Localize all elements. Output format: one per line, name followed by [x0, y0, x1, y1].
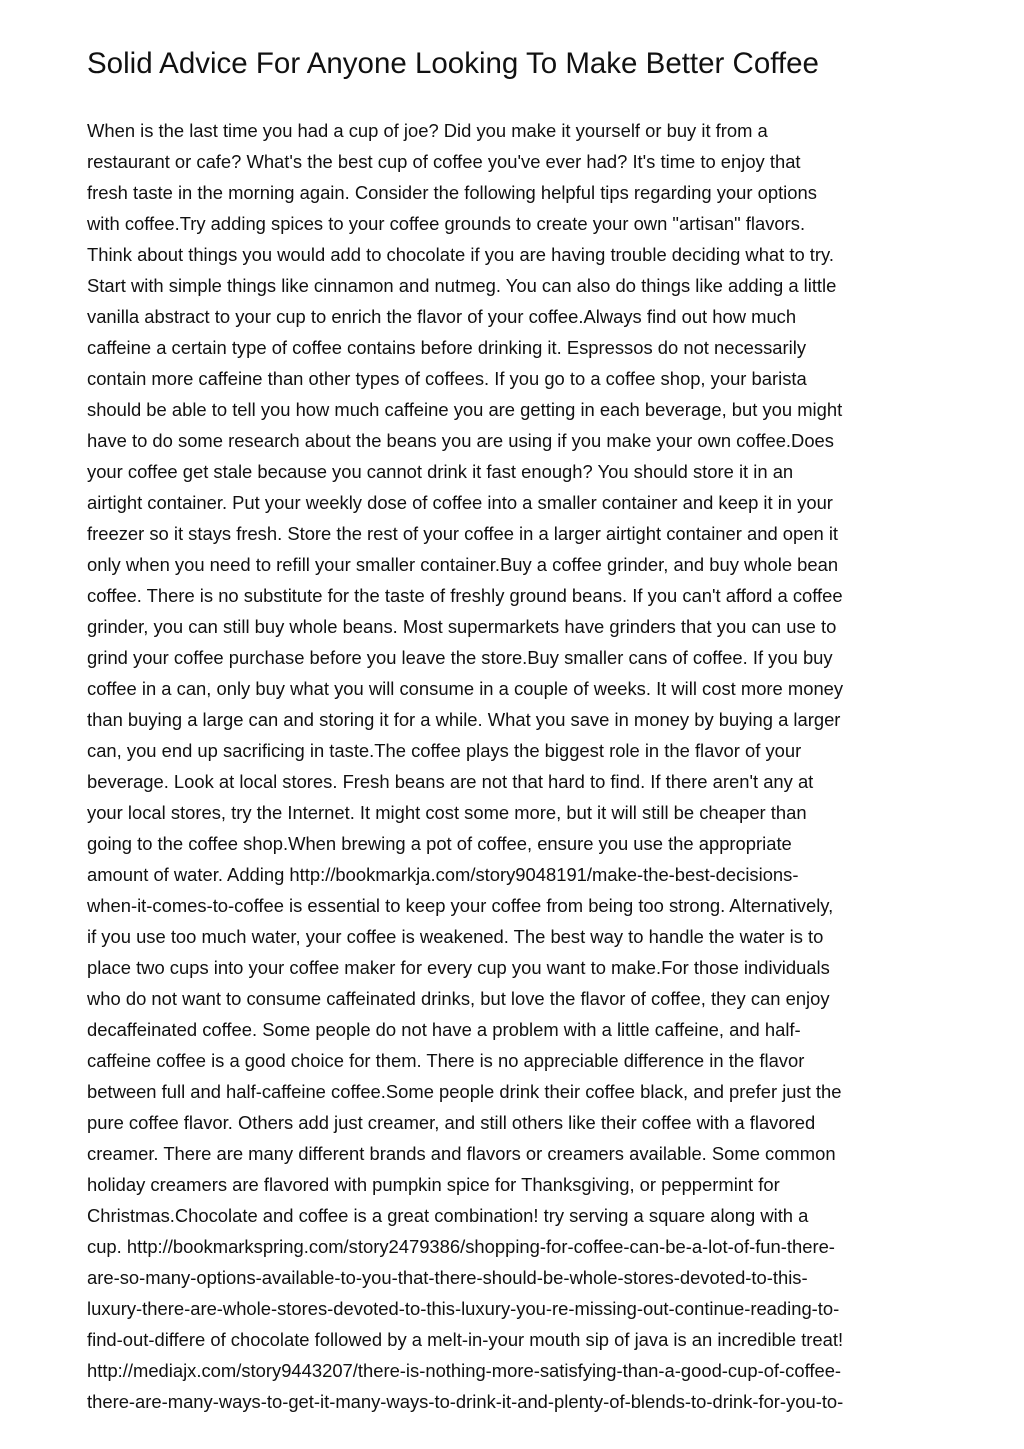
body-line: http://mediajx.com/story9443207/there-is-nothing-more-satisfying-than-a-good-cup-of-coffee-	[87, 1360, 842, 1381]
body-line: fresh taste in the morning again. Consider the following helpful tips regarding your options	[87, 182, 817, 203]
body-line: coffee. There is no substitute for the taste of freshly ground beans. If you can't afford a coffee	[87, 585, 843, 606]
body-line: When is the last time you had a cup of joe? Did you make it yourself or buy it from a	[87, 120, 768, 141]
body-line: Christmas.Chocolate and coffee is a great combination! try serving a square along with a	[87, 1205, 809, 1226]
body-line: find-out-differe of chocolate followed by a melt-in-your mouth sip of java is an incredible treat!	[87, 1329, 844, 1350]
body-line: going to the coffee shop.When brewing a pot of coffee, ensure you use the appropriate	[87, 833, 792, 854]
body-line: if you use too much water, your coffee is weakened. The best way to handle the water is to	[87, 926, 824, 947]
body-line: with coffee.Try adding spices to your coffee grounds to create your own "artisan" flavors.	[87, 213, 806, 234]
body-line: contain more caffeine than other types of coffees. If you go to a coffee shop, your barista	[87, 368, 807, 389]
body-line: caffeine a certain type of coffee contains before drinking it. Espressos do not necessarily	[87, 337, 807, 358]
body-line: luxury-there-are-whole-stores-devoted-to-this-luxury-you-re-missing-out-continue-reading-to-	[87, 1298, 840, 1319]
body-line: creamer. There are many different brands and flavors or creamers available. Some common	[87, 1143, 836, 1164]
body-line: decaffeinated coffee. Some people do not have a problem with a little caffeine, and half-	[87, 1019, 801, 1040]
body-line: caffeine coffee is a good choice for them. There is no appreciable difference in the flavor	[87, 1050, 805, 1071]
body-line: amount of water. Adding http://bookmarkja.com/story9048191/make-the-best-decisions-	[87, 864, 799, 885]
body-line: vanilla abstract to your cup to enrich the flavor of your coffee.Always find out how much	[87, 306, 797, 327]
body-line: Start with simple things like cinnamon and nutmeg. You can also do things like adding a little	[87, 275, 837, 296]
body-line: can, you end up sacrificing in taste.The coffee plays the biggest role in the flavor of your	[87, 740, 802, 761]
document-body	[87, 115, 947, 1417]
body-line: when-it-comes-to-coffee is essential to keep your coffee from being too strong. Alternatively,	[87, 895, 834, 916]
body-line: restaurant or cafe? What's the best cup of coffee you've ever had? It's time to enjoy that	[87, 151, 801, 172]
body-line: beverage. Look at local stores. Fresh beans are not that hard to find. If there aren't any at	[87, 771, 814, 792]
body-line: coffee in a can, only buy what you will consume in a couple of weeks. It will cost more money	[87, 678, 844, 699]
body-line: place two cups into your coffee maker for every cup you want to make.For those individuals	[87, 957, 830, 978]
body-line: should be able to tell you how much caffeine you are getting in each beverage, but you might	[87, 399, 843, 420]
body-line: airtight container. Put your weekly dose of coffee into a smaller container and keep it in your	[87, 492, 833, 513]
body-line: cup. http://bookmarkspring.com/story2479386/shopping-for-coffee-can-be-a-lot-of-fun-there-	[87, 1236, 835, 1257]
body-line: who do not want to consume caffeinated drinks, but love the flavor of coffee, they can enjoy	[87, 988, 830, 1009]
body-line: grind your coffee purchase before you leave the store.Buy smaller cans of coffee. If you buy	[87, 647, 833, 668]
body-line: than buying a large can and storing it for a while. What you save in money by buying a larger	[87, 709, 841, 730]
body-line: grinder, you can still buy whole beans. Most supermarkets have grinders that you can use to	[87, 616, 837, 637]
body-line: holiday creamers are flavored with pumpkin spice for Thanksgiving, or peppermint for	[87, 1174, 780, 1195]
body-line: freezer so it stays fresh. Store the rest of your coffee in a larger airtight container and open it	[87, 523, 839, 544]
document-title: Solid Advice For Anyone Looking To Make Better Coffee	[87, 47, 819, 80]
body-line: between full and half-caffeine coffee.Some people drink their coffee black, and prefer just the	[87, 1081, 842, 1102]
body-line: there-are-many-ways-to-get-it-many-ways-to-drink-it-and-plenty-of-blends-to-drink-for-you-to-	[87, 1391, 844, 1412]
body-line: your coffee get stale because you cannot drink it fast enough? You should store it in an	[87, 461, 794, 482]
body-line: have to do some research about the beans you are using if you make your own coffee.Does	[87, 430, 834, 451]
body-line: Think about things you would add to chocolate if you are having trouble deciding what to try.	[87, 244, 834, 265]
body-line: are-so-many-options-available-to-you-that-there-should-be-whole-stores-devoted-to-this-	[87, 1267, 808, 1288]
body-line: pure coffee flavor. Others add just creamer, and still others like their coffee with a flavored	[87, 1112, 816, 1133]
body-line: only when you need to refill your smaller container.Buy a coffee grinder, and buy whole bean	[87, 554, 839, 575]
body-line: your local stores, try the Internet. It might cost some more, but it will still be cheaper than	[87, 802, 807, 823]
